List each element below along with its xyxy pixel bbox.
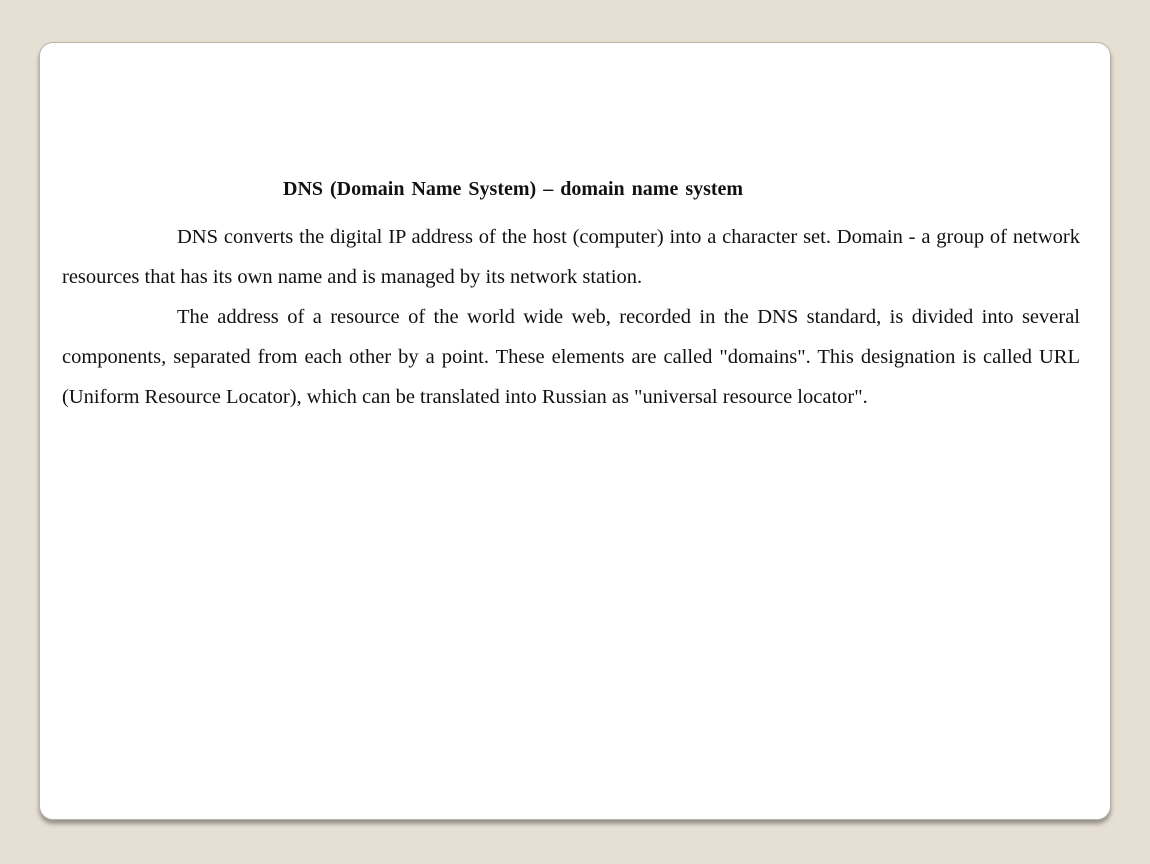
slide-panel xyxy=(39,42,1111,820)
paragraph-url-description: The address of a resource of the world wide web, recorded in the DNS standard, is divided into several components, separated from each other by a point. These elements are called "domains". This designation is called URL (Uniform Resource Locator), which can be translated into Russian as "universal resource locator". xyxy=(62,306,1080,408)
slide-content xyxy=(62,177,1080,417)
slide-title: DNS (Domain Name System) – domain name system xyxy=(283,178,744,200)
paragraph-dns-definition: DNS converts the digital IP address of the host (computer) into a character set. Domain - a group of network resources that has its own name and is managed by its network station. xyxy=(62,226,1080,288)
